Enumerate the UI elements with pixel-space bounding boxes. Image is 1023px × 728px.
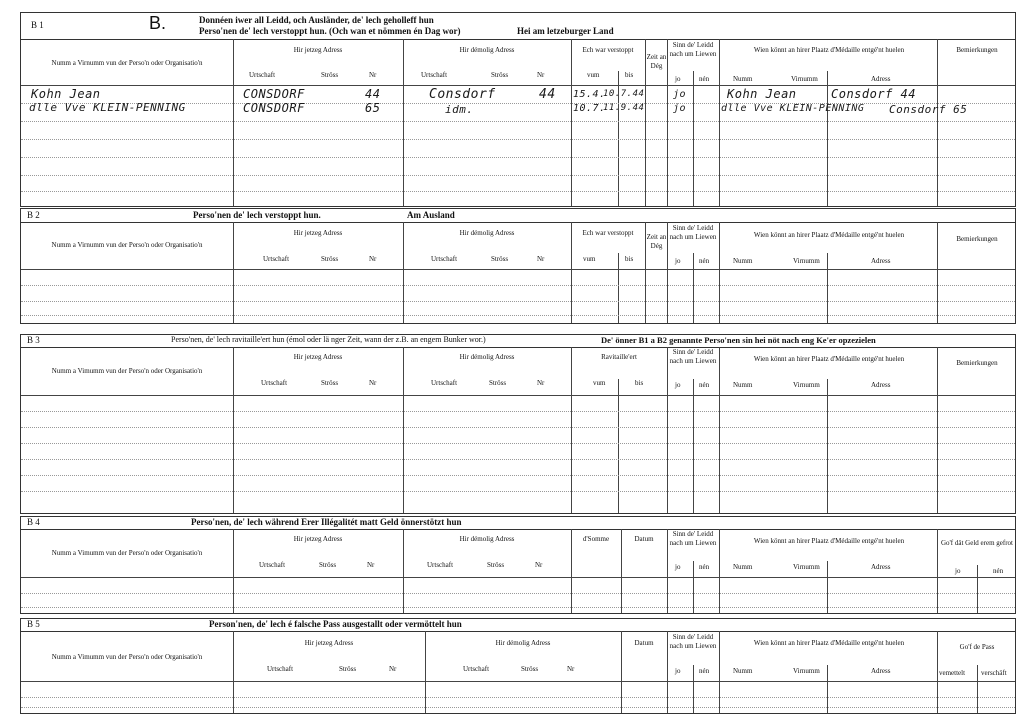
entry-to: 10.7.44: [603, 89, 645, 99]
entry-medal-address: Consdorf 65: [889, 103, 968, 116]
section-code: B 4: [27, 517, 40, 527]
col-alive-header: Sinn de' Leidd nach um Liewen: [669, 41, 717, 58]
entry-old-town: Consdorf: [429, 87, 496, 102]
col-old-address-header: Hir démolig Adress: [459, 229, 515, 237]
col-name-header: Numm a Vimumm vun der Perso'n oder Organisatio'n: [51, 367, 203, 375]
section-code: B 1: [31, 20, 44, 30]
section-title: Perso'nen, de' lech ravitaille'ert hun (émol oder lä nger Zeit, wann der z.B. an engem Bunker wor.): [171, 335, 486, 344]
col-medal-header: Wien könnt an hirer Plaatz d'Médaille entgé'nt huelen: [753, 355, 905, 363]
col-old-address-header: Hir démolig Adress: [459, 535, 515, 543]
entry-medal-address: Consdorf 44: [831, 87, 916, 101]
sub-jo: jo: [955, 567, 961, 575]
section-subtitle: Am Ausland: [407, 210, 455, 220]
sub-nen: nén: [699, 563, 710, 571]
sub-stross: Ströss: [487, 561, 505, 569]
sub-nr: Nr: [537, 379, 545, 387]
sub-vermettelt: vemettelt: [939, 669, 966, 677]
col-remarks-header: Bemierkungen: [956, 359, 998, 367]
sub-nen: nén: [699, 667, 710, 675]
sub-stross: Ströss: [489, 379, 507, 387]
sub-urtschaft: Urtschaft: [261, 379, 288, 387]
entry-nr: 65: [365, 101, 381, 115]
sub-stross: Ströss: [321, 255, 339, 263]
section-b4-header: [21, 517, 1015, 530]
section-code: B 2: [27, 210, 40, 220]
col-date-header: Datum: [634, 535, 654, 543]
section-code: B 3: [27, 335, 40, 345]
col-money-header: Go'f dät Geld erem gefrot: [940, 539, 1013, 547]
sub-stross: Ströss: [521, 665, 539, 673]
section-b2-header: [21, 209, 1015, 223]
col-alive-header: Sinn de' Leidd nach um Liewen: [669, 530, 717, 547]
sub-adress: Adress: [871, 257, 891, 265]
col-current-address-header: Hir jetzeg Adress: [293, 353, 343, 361]
col-supplied-header: Ravitaille'ert: [601, 353, 637, 361]
col-hidden-header: Ech war verstoppt: [582, 229, 634, 237]
sub-nen: nén: [699, 381, 710, 389]
col-current-address-header: Hir jetzeg Adress: [304, 639, 354, 647]
sub-virnumm: Virnumm: [793, 381, 820, 389]
col-name-header: Numm a Virnumm vun der Perso'n oder Organisatio'n: [51, 241, 203, 249]
sub-virnumm: Virnumm: [791, 75, 818, 83]
sub-jo: jo: [675, 257, 681, 265]
sub-bis: bis: [625, 255, 634, 263]
sub-numm: Numm: [733, 563, 753, 571]
entry-town: CONSDORF: [243, 87, 305, 101]
section-subtitle: Perso'nen de' lech verstoppt hun. (Och wan et nömmen én Dag wor): [199, 26, 461, 36]
section-title: Perso'nen de' lech verstoppt hun.: [193, 210, 321, 220]
sub-urtschaft: Urtschaft: [421, 71, 448, 79]
sub-urtschaft: Urtschaft: [427, 561, 454, 569]
entry-alive: jo: [673, 89, 687, 100]
sub-urtschaft: Urtschaft: [263, 255, 290, 263]
col-alive-header: Sinn de' Leidd nach um Liewen: [669, 224, 717, 241]
sub-urtschaft: Urtschaft: [259, 561, 286, 569]
sub-numm: Numm: [733, 257, 753, 265]
col-current-address-header: Hir jetzeg Adress: [293, 535, 343, 543]
sub-bis: bis: [635, 379, 644, 387]
sub-nr: Nr: [567, 665, 575, 673]
entry-alive: jo: [673, 103, 687, 114]
col-old-address-header: Hir démolig Adress: [495, 639, 551, 647]
sub-nr: Nr: [369, 255, 377, 263]
sub-numm: Numm: [733, 381, 753, 389]
sub-virnumm: Virnumm: [793, 257, 820, 265]
sub-bis: bis: [625, 71, 634, 79]
sub-jo: jo: [675, 75, 681, 83]
section-title: Person'nen, de' lech é falsche Pass ausgestallt oder vermöttelt hun: [209, 619, 462, 629]
sub-urtschaft: Urtschaft: [431, 255, 458, 263]
col-days-header: Zeit an Dég: [646, 53, 667, 70]
section-b2: [20, 208, 1016, 324]
entry-nr: 44: [365, 87, 381, 101]
sub-adress: Adress: [871, 563, 891, 571]
big-letter: B.: [149, 13, 167, 33]
sub-nr: Nr: [535, 561, 543, 569]
col-remarks-header: Bemierkungen: [956, 235, 998, 243]
section-b5-header: [21, 619, 1015, 632]
entry-to: 11.9.44: [603, 103, 645, 113]
sub-nr: Nr: [537, 71, 545, 79]
col-passport-header: Go'f de Pass: [959, 643, 995, 651]
sub-vum: vum: [593, 379, 606, 387]
sub-urtschaft: Urtschaft: [431, 379, 458, 387]
sub-urtschaft: Urtschaft: [249, 71, 276, 79]
section-subtitle-2: Hei am letzeburger Land: [517, 26, 614, 36]
col-medal-header: Wien könnt an hirer Plaatz d'Médaille entgé'nt huelen: [753, 46, 905, 54]
col-days-header: Zeit an Dég: [646, 233, 667, 250]
entry-name: Kohn Jean: [31, 87, 101, 101]
sub-numm: Numm: [733, 75, 753, 83]
entry-from: 10.7.: [573, 103, 606, 114]
section-b4: [20, 516, 1016, 614]
col-hidden-header: Ech war verstoppt: [582, 46, 634, 54]
sub-nr: Nr: [369, 379, 377, 387]
col-medal-header: Wien könnt an hirer Plaatz d'Médaille entgé'nt huelen: [753, 537, 905, 545]
section-b3-header: [21, 335, 1015, 348]
sub-stross: Ströss: [321, 379, 339, 387]
col-name-header: Numm a Vimumm vun der Perso'n oder Organisatio'n: [51, 549, 203, 557]
entry-old-town: idm.: [445, 103, 474, 116]
sub-nen: nén: [699, 75, 710, 83]
sub-adress: Adress: [871, 381, 891, 389]
sub-numm: Numm: [733, 667, 753, 675]
col-alive-header: Sinn de' Leidd nach um Liewen: [669, 633, 717, 650]
section-b1-header: [21, 13, 1015, 40]
sub-stross: Ströss: [319, 561, 337, 569]
entry-medal-name: dlle Vve KLEIN-PENNING: [721, 103, 865, 114]
col-medal-header: Wien könnt an hirer Plaatz d'Médaille entgé'nt huelen: [753, 231, 905, 239]
col-date-header: Datum: [634, 639, 654, 647]
sub-adress: Adress: [871, 75, 891, 83]
section-title: Donnéen iwer all Leidd, och Ausländer, de' lech geholleff hun: [199, 15, 434, 25]
col-alive-header: Sinn de' Leidd nach um Liewen: [669, 348, 717, 365]
section-code: B 5: [27, 619, 40, 629]
col-sum-header: d'Somme: [582, 535, 610, 543]
sub-nen: nén: [699, 257, 710, 265]
entry-from: 15.4.: [573, 89, 606, 100]
sub-nr: Nr: [369, 71, 377, 79]
col-current-address-header: Hir jetzeg Adress: [293, 46, 343, 54]
col-old-address-header: Hir démolig Adress: [459, 353, 515, 361]
sub-nr: Nr: [537, 255, 545, 263]
sub-stross: Ströss: [491, 255, 509, 263]
sub-nr: Nr: [389, 665, 397, 673]
entry-name: dlle Vve KLEIN-PENNING: [29, 101, 186, 114]
sub-stross: Ströss: [339, 665, 357, 673]
sub-adress: Adress: [871, 667, 891, 675]
sub-vum: vum: [583, 255, 596, 263]
col-name-header: Numm a Vimumm vun der Perso'n oder Organisatio'n: [51, 653, 203, 661]
entry-town: CONSDORF: [243, 101, 305, 115]
section-subtitle: De' önner B1 a B2 genannte Perso'nen sin hei nöt nach eng Ke'er opzezielen: [601, 335, 876, 345]
sub-jo: jo: [675, 381, 681, 389]
section-b1: [20, 12, 1016, 207]
sub-urtschaft: Urtschaft: [267, 665, 294, 673]
entry-old-nr: 44: [539, 87, 556, 102]
sub-stross: Ströss: [321, 71, 339, 79]
entry-medal-name: Kohn Jean: [727, 87, 797, 101]
col-current-address-header: Hir jetzeg Adress: [293, 229, 343, 237]
sub-nr: Nr: [367, 561, 375, 569]
col-old-address-header: Hir démolig Adress: [459, 46, 515, 54]
sub-stross: Ströss: [491, 71, 509, 79]
sub-urtschaft: Urtschaft: [463, 665, 490, 673]
sub-verschaft: verschäft: [981, 669, 1007, 677]
sub-virnumm: Virnumm: [793, 563, 820, 571]
section-b5: [20, 618, 1016, 714]
section-title: Perso'nen, de' lech während Erer Illégalitét matt Geld önnerstötzt hun: [191, 517, 462, 527]
col-name-header: Numm a Virnumm vun der Perso'n oder Organisatio'n: [51, 59, 203, 67]
sub-jo: jo: [675, 563, 681, 571]
section-b3: [20, 334, 1016, 514]
sub-jo: jo: [675, 667, 681, 675]
col-remarks-header: Bemierkungen: [956, 46, 998, 54]
col-medal-header: Wien könnt an hirer Plaatz d'Médaille entgé'nt huelen: [753, 639, 905, 647]
sub-nen: nén: [993, 567, 1004, 575]
sub-virnumm: Virnumm: [793, 667, 820, 675]
sub-vum: vum: [587, 71, 600, 79]
